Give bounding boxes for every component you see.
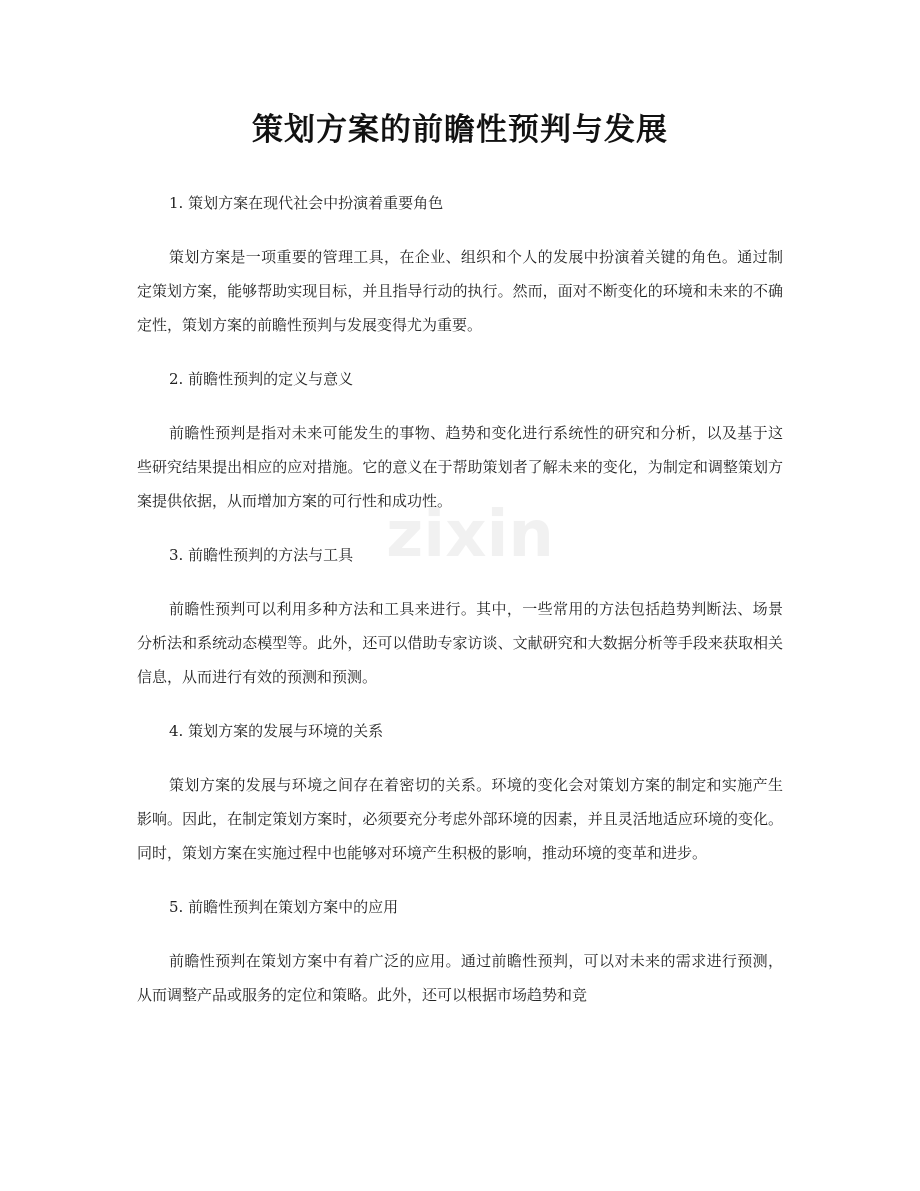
section-paragraph: 前瞻性预判可以利用多种方法和工具来进行。其中，一些常用的方法包括趋势判断法、场景分析法和系统动态模型等。此外，还可以借助专家访谈、文献研究和大数据分析等手段来获取相关信息，从而进行有效的预测和预测。 — [137, 600, 783, 686]
section-heading: 4. 策划方案的发展与环境的关系 — [169, 722, 384, 740]
watermark: zixin — [386, 498, 554, 572]
section-2 — [137, 362, 783, 518]
document-body — [137, 186, 783, 1012]
section-5 — [137, 890, 783, 1012]
section-paragraph: 前瞻性预判在策划方案中有着广泛的应用。通过前瞻性预判，可以对未来的需求进行预测，从而调整产品或服务的定位和策略。此外，还可以根据市场趋势和竞 — [137, 952, 783, 1004]
section-heading: 2. 前瞻性预判的定义与意义 — [169, 370, 354, 388]
section-heading: 5. 前瞻性预判在策划方案中的应用 — [169, 898, 399, 916]
section-paragraph: 策划方案是一项重要的管理工具，在企业、组织和个人的发展中扮演着关键的角色。通过制定策划方案，能够帮助实现目标，并且指导行动的执行。然而，面对不断变化的环境和未来的不确定性，策划方案的前瞻性预判与发展变得尤为重要。 — [137, 248, 783, 334]
section-4 — [137, 714, 783, 870]
section-paragraph: 前瞻性预判是指对未来可能发生的事物、趋势和变化进行系统性的研究和分析，以及基于这些研究结果提出相应的应对措施。它的意义在于帮助策划者了解未来的变化，为制定和调整策划方案提供依据，从而增加方案的可行性和成功性。 — [137, 424, 783, 510]
section-3 — [137, 538, 783, 694]
section-paragraph: 策划方案的发展与环境之间存在着密切的关系。环境的变化会对策划方案的制定和实施产生影响。因此，在制定策划方案时，必须要充分考虑外部环境的因素，并且灵活地适应环境的变化。同时，策划方案在实施过程中也能够对环境产生积极的影响，推动环境的变革和进步。 — [137, 776, 783, 862]
section-heading: 3. 前瞻性预判的方法与工具 — [169, 546, 354, 564]
section-1 — [137, 186, 783, 342]
document-title: 策划方案的前瞻性预判与发展 — [252, 112, 668, 148]
section-heading: 1. 策划方案在现代社会中扮演着重要角色 — [169, 194, 444, 212]
